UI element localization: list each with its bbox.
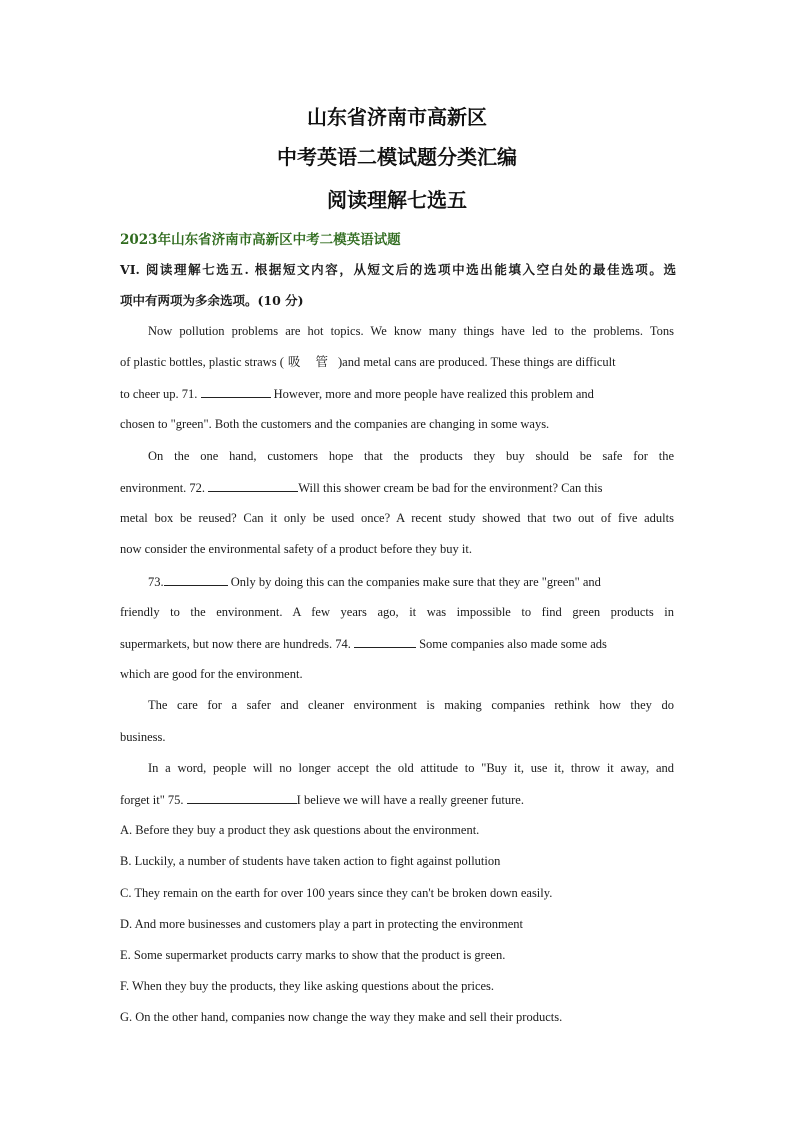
- paragraph-2-line-2: [120, 479, 674, 496]
- answer-blank-73[interactable]: [164, 573, 228, 586]
- question-71-label: to cheer up. 71.: [120, 387, 198, 401]
- paragraph-1-line-1: Now pollution problems are hot topics. We know many things have led to the problems. Tons: [148, 324, 674, 338]
- paragraph-4-line-1: The care for a safer and cleaner environment is making companies rethink how they do: [148, 698, 674, 712]
- paragraph-1-line-2: [120, 354, 674, 370]
- section-title: 2023年山东省济南市高新区中考二模英语试题: [120, 232, 401, 248]
- doc-title-topic: 阅读理解七选五: [327, 188, 467, 212]
- paragraph-5-text: I believe we will have a really greener future.: [296, 793, 524, 807]
- instruction-line-1: VI. 阅读理解七选五. 根据短文内容，从短文后的选项中选出能填入空白处的最佳选项。选: [120, 262, 676, 277]
- paragraph-1-line-3: [120, 385, 674, 402]
- option-f: F. When they buy the products, they like asking questions about the prices.: [120, 979, 495, 993]
- paragraph-4-line-2: business.: [120, 730, 166, 744]
- paragraph-1-line-4: chosen to "green". Both the customers and the companies are changing in some ways.: [120, 417, 550, 431]
- doc-title-series: 中考英语二模试题分类汇编: [277, 145, 517, 169]
- paragraph-5-line-2: [120, 791, 674, 808]
- answer-blank-74[interactable]: [354, 635, 416, 648]
- paragraph-5-line-1: In a word, people will no longer accept the old attitude to "Buy it, use it, throw it away, and: [148, 761, 674, 775]
- option-g: G. On the other hand, companies now change the way they make and sell their products.: [120, 1010, 563, 1024]
- paragraph-1-chinese-gloss: 吸 管: [287, 355, 334, 369]
- question-72-label: environment. 72.: [120, 481, 206, 495]
- paragraph-1-text: )and metal cans are produced. These things are difficult: [338, 355, 616, 369]
- option-b: B. Luckily, a number of students have taken action to fight against pollution: [120, 854, 501, 868]
- question-73-label: 73.: [148, 575, 164, 589]
- paragraph-3-text: Some companies also made some ads: [419, 637, 607, 651]
- doc-title-region: 山东省济南市高新区: [307, 105, 487, 129]
- question-74-label: supermarkets, but now there are hundreds. 74.: [120, 637, 351, 651]
- option-c: C. They remain on the earth for over 100 years since they can't be broken down easily.: [120, 886, 553, 900]
- answer-blank-75[interactable]: [187, 791, 297, 804]
- paragraph-2-line-3: metal box be reused? Can it only be used once? A recent study showed that two out of five adults: [120, 511, 674, 525]
- paragraph-1-text: of plastic bottles, plastic straws (: [120, 355, 284, 369]
- question-75-label: forget it" 75.: [120, 793, 184, 807]
- option-e: E. Some supermarket products carry marks to show that the product is green.: [120, 948, 506, 962]
- paragraph-3-line-1: [148, 573, 674, 590]
- answer-blank-71[interactable]: [201, 385, 271, 398]
- answer-blank-72[interactable]: [208, 479, 298, 492]
- paragraph-3-line-4: which are good for the environment.: [120, 667, 303, 681]
- paragraph-2-text: Will this shower cream be bad for the environment? Can this: [298, 481, 603, 495]
- paragraph-3-line-3: [120, 635, 674, 652]
- option-a: A. Before they buy a product they ask questions about the environment.: [120, 823, 480, 837]
- paragraph-2-line-1: On the one hand, customers hope that the products they buy should be safe for the: [148, 449, 674, 463]
- paragraph-3-line-2: friendly to the environment. A few years ago, it was impossible to find green products in: [120, 605, 674, 619]
- instruction-line-2: 项中有两项为多余选项。(10 分): [120, 293, 304, 308]
- paragraph-2-line-4: now consider the environmental safety of a product before they buy it.: [120, 542, 472, 556]
- paragraph-1-text: However, more and more people have realized this problem and: [273, 387, 594, 401]
- paragraph-3-text: Only by doing this can the companies make sure that they are "green" and: [230, 575, 601, 589]
- option-d: D. And more businesses and customers play a part in protecting the environment: [120, 917, 524, 931]
